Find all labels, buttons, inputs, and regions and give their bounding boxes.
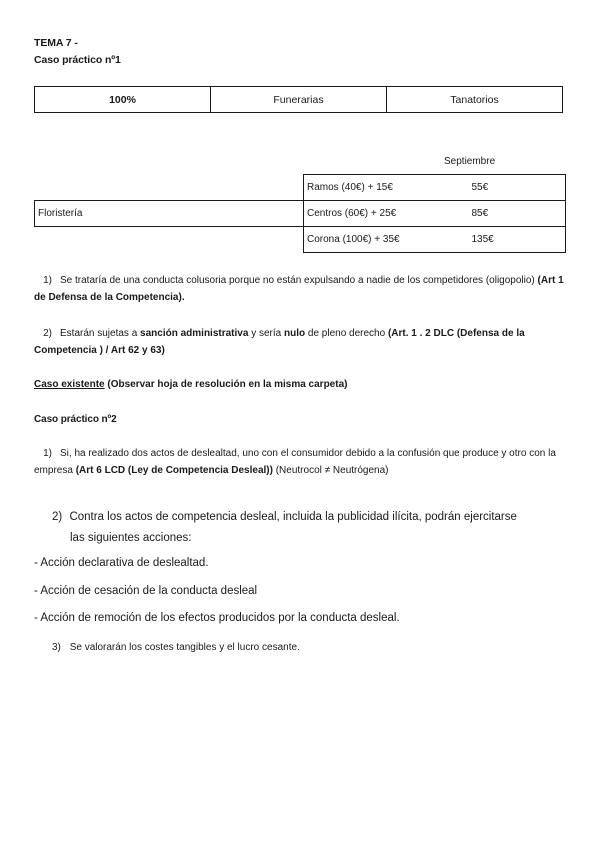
caso2-point-2-line2: las siguientes acciones: xyxy=(70,532,192,544)
caso-existente-link: Caso existente xyxy=(34,379,105,390)
point-text: Estarán sujetas a xyxy=(60,328,141,339)
item-cell: Ramos (40€) + 15€ xyxy=(304,175,436,201)
top-table-cell-funerarias: Funerarias xyxy=(211,87,387,113)
point-bold: (Art. 1 . 2 DLC (Defensa de la Competencia ) / Art 62 y 63) xyxy=(34,328,525,356)
prices-table xyxy=(34,174,566,253)
price-cell: 55€ xyxy=(436,175,566,201)
point-number: 3) xyxy=(52,642,61,653)
caso1-point-1 xyxy=(34,272,574,306)
top-table-cell-percent: 100% xyxy=(35,87,211,113)
caso-existente-note: (Observar hoja de resolución en la misma carpeta) xyxy=(104,379,348,390)
table-row xyxy=(35,227,566,253)
point-number: 1) xyxy=(43,448,52,459)
point-bold: sanción administrativa xyxy=(140,328,249,339)
action-item: - Acción de cesación de la conducta desleal xyxy=(34,585,258,597)
empty-cell xyxy=(35,227,304,253)
point-text: Se trataría de una conducta colusoria porque no están expulsando a nadie de los competidores (oligopolio) xyxy=(60,275,538,286)
point-text: (Neutrocol ≠ Neutrógena) xyxy=(272,465,389,476)
caso2-point-1 xyxy=(34,445,574,479)
top-table xyxy=(34,86,563,113)
tema-heading: TEMA 7 - xyxy=(34,37,78,49)
caso2-point-3 xyxy=(52,639,552,656)
top-table-cell-tanatorios: Tanatorios xyxy=(387,87,563,113)
point-bold: (Art 6 LCD (Ley de Competencia Desleal)) xyxy=(75,465,273,476)
table-row xyxy=(35,201,566,227)
price-cell: 85€ xyxy=(436,201,566,227)
action-item: - Acción de remoción de los efectos producidos por la conducta desleal. xyxy=(34,612,400,624)
point-text: Si, ha realizado dos actos de deslealtad, uno con el consumidor debido a la confusión que produce y otro con la empresa xyxy=(34,448,556,476)
action-item: - Acción declarativa de deslealtad. xyxy=(34,557,209,569)
item-cell: Centros (60€) + 25€ xyxy=(304,201,436,227)
caso-existente xyxy=(34,376,574,393)
caso2-point-2 xyxy=(52,507,517,528)
price-cell: 135€ xyxy=(436,227,566,253)
table-row xyxy=(35,175,566,201)
empty-cell xyxy=(35,175,304,201)
caso1-heading: Caso práctico nº1 xyxy=(34,54,121,66)
point-text: Se valorarán los costes tangibles y el lucro cesante. xyxy=(69,642,300,653)
caso2-heading: Caso práctico nº2 xyxy=(34,414,117,425)
point-number: 2) xyxy=(52,511,63,523)
month-label: Septiembre xyxy=(444,156,496,167)
point-text: de pleno derecho xyxy=(305,328,388,339)
category-cell: Floristería xyxy=(35,201,304,227)
point-number: 1) xyxy=(43,275,52,286)
item-cell: Corona (100€) + 35€ xyxy=(304,227,436,253)
point-text: Contra los actos de competencia desleal, incluida la publicidad ilícita, podrán ejercitarse xyxy=(69,511,517,523)
point-number: 2) xyxy=(43,328,52,339)
caso1-point-2 xyxy=(34,325,574,359)
point-bold: nulo xyxy=(284,328,306,339)
point-text: y sería xyxy=(248,328,284,339)
point-bold: (Art 1 de Defensa de la Competencia). xyxy=(34,275,564,303)
